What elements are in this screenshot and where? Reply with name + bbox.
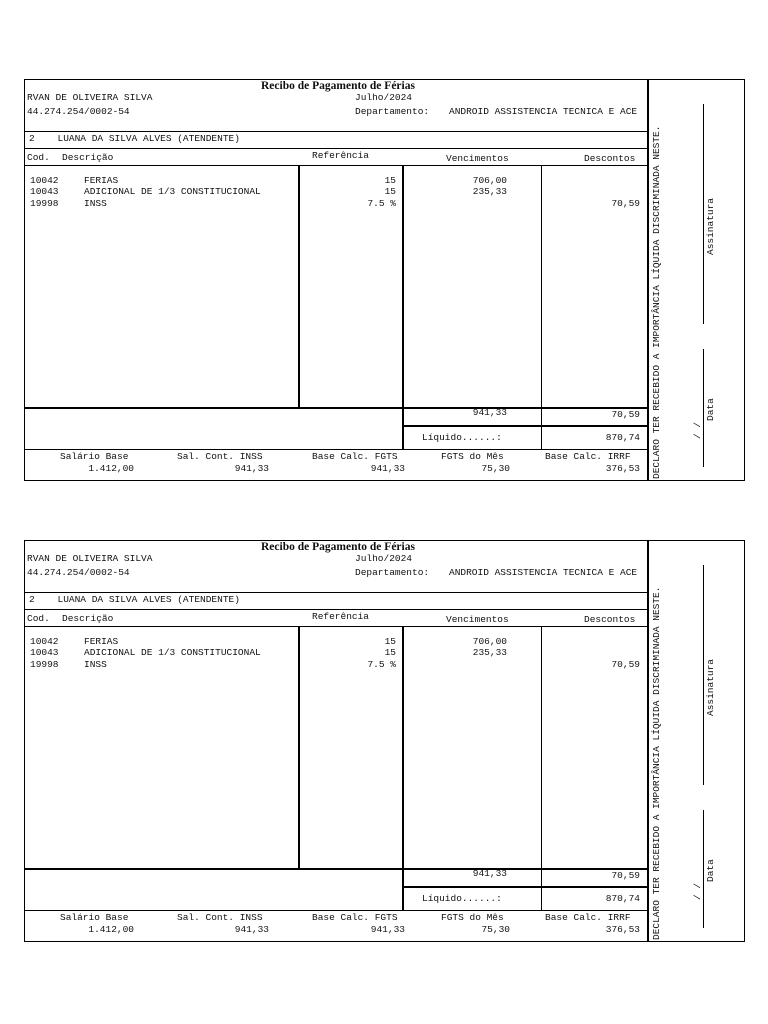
item-code: 19998 — [30, 198, 59, 209]
receipt-title: Recibo de Pagamento de Férias — [261, 80, 415, 92]
footer-sal-cont-inss-label: Sal. Cont. INSS — [177, 451, 263, 462]
liquido-label: Líquido......: — [422, 893, 502, 904]
divider — [24, 165, 647, 166]
liquido-value: 870,74 — [605, 893, 640, 904]
liquido-label: Líquido......: — [422, 432, 502, 443]
footer-base-calc-irrf-label: Base Calc. IRRF — [545, 912, 631, 923]
item-description: FERIAS — [84, 636, 119, 647]
header-referencia: Referência — [312, 611, 370, 622]
item-vencimento: 235,33 — [472, 186, 507, 197]
date-line — [703, 349, 704, 467]
declaration-text: DECLARO TER RECEBIDO A IMPORTÂNCIA LÍQUIDA DISCRIMINADA NESTE. — [651, 586, 662, 940]
liquido-value: 870,74 — [605, 432, 640, 443]
employer-name: RVAN DE OLIVEIRA SILVA — [27, 92, 153, 103]
header-descontos: Descontos — [584, 614, 636, 625]
item-description: ADICIONAL DE 1/3 CONSTITUCIONAL — [84, 186, 261, 197]
footer-fgts-mes-label: FGTS do Mês — [441, 451, 504, 462]
header-referencia: Referência — [312, 150, 370, 161]
date-label: Data — [705, 859, 716, 882]
footer-base-calc-fgts-label: Base Calc. FGTS — [312, 912, 398, 923]
total-vencimentos: 941,33 — [472, 407, 507, 418]
total-descontos: 70,59 — [611, 409, 640, 420]
divider — [24, 609, 647, 610]
footer-base-calc-fgts-label: Base Calc. FGTS — [312, 451, 398, 462]
footer-sal-cont-inss-value: 941,33 — [234, 924, 269, 935]
employee-line: 2 LUANA DA SILVA ALVES (ATENDENTE) — [29, 594, 240, 605]
footer-sal-cont-inss-value: 941,33 — [234, 463, 269, 474]
divider — [24, 449, 647, 450]
signature-line — [703, 565, 704, 785]
column-divider — [298, 626, 300, 869]
signature-label: Assinatura — [705, 658, 716, 716]
department-value: ANDROID ASSISTENCIA TECNICA E ACE — [449, 106, 638, 117]
date-slashes: / / — [692, 882, 703, 900]
footer-base-calc-irrf-value: 376,53 — [605, 463, 640, 474]
item-description: FERIAS — [84, 175, 119, 186]
item-reference: 15 — [384, 175, 396, 186]
column-divider — [298, 165, 300, 408]
total-vencimentos: 941,33 — [472, 868, 507, 879]
divider — [24, 626, 647, 627]
item-description: INSS — [84, 659, 107, 670]
header-descricao: Descrição — [62, 613, 114, 624]
header-vencimentos: Vencimentos — [446, 153, 509, 164]
employee-line: 2 LUANA DA SILVA ALVES (ATENDENTE) — [29, 133, 240, 144]
footer-base-calc-fgts-value: 941,33 — [370, 924, 405, 935]
item-vencimento: 706,00 — [472, 175, 507, 186]
header-descontos: Descontos — [584, 153, 636, 164]
footer-fgts-mes-value: 75,30 — [481, 463, 510, 474]
item-reference: 15 — [384, 647, 396, 658]
item-code: 10043 — [30, 186, 59, 197]
date-label: Data — [705, 398, 716, 421]
payslip-receipt — [24, 540, 745, 942]
footer-salario-base-label: Salário Base — [60, 451, 129, 462]
footer-fgts-mes-value: 75,30 — [481, 924, 510, 935]
signature-line — [703, 104, 704, 324]
divider — [24, 910, 647, 911]
item-code: 19998 — [30, 659, 59, 670]
header-vencimentos: Vencimentos — [446, 614, 509, 625]
item-vencimento: 706,00 — [472, 636, 507, 647]
item-desconto: 70,59 — [611, 198, 640, 209]
divider — [24, 148, 647, 149]
divider — [402, 425, 647, 427]
item-description: INSS — [84, 198, 107, 209]
declaration-divider — [647, 79, 649, 481]
item-code: 10042 — [30, 636, 59, 647]
footer-fgts-mes-label: FGTS do Mês — [441, 912, 504, 923]
signature-label: Assinatura — [705, 197, 716, 255]
period: Julho/2024 — [355, 92, 413, 103]
period: Julho/2024 — [355, 553, 413, 564]
item-reference: 15 — [384, 636, 396, 647]
item-code: 10043 — [30, 647, 59, 658]
item-reference: 15 — [384, 186, 396, 197]
item-reference: 7.5 % — [367, 659, 396, 670]
footer-salario-base-label: Salário Base — [60, 912, 129, 923]
item-vencimento: 235,33 — [472, 647, 507, 658]
payslip-receipt — [24, 79, 745, 481]
divider — [402, 886, 647, 888]
item-description: ADICIONAL DE 1/3 CONSTITUCIONAL — [84, 647, 261, 658]
date-slashes: / / — [692, 421, 703, 439]
footer-base-calc-irrf-label: Base Calc. IRRF — [545, 451, 631, 462]
employer-name: RVAN DE OLIVEIRA SILVA — [27, 553, 153, 564]
department-label: Departamento: — [355, 106, 430, 117]
department-value: ANDROID ASSISTENCIA TECNICA E ACE — [449, 567, 638, 578]
date-line — [703, 810, 704, 928]
employer-cnpj: 44.274.254/0002-54 — [27, 106, 130, 117]
department-label: Departamento: — [355, 567, 430, 578]
footer-base-calc-fgts-value: 941,33 — [370, 463, 405, 474]
header-descricao: Descrição — [62, 152, 114, 163]
total-descontos: 70,59 — [611, 870, 640, 881]
footer-sal-cont-inss-label: Sal. Cont. INSS — [177, 912, 263, 923]
receipt-title: Recibo de Pagamento de Férias — [261, 541, 415, 553]
header-cod: Cod. — [27, 152, 50, 163]
declaration-text: DECLARO TER RECEBIDO A IMPORTÂNCIA LÍQUIDA DISCRIMINADA NESTE. — [651, 125, 662, 479]
employer-cnpj: 44.274.254/0002-54 — [27, 567, 130, 578]
item-code: 10042 — [30, 175, 59, 186]
footer-base-calc-irrf-value: 376,53 — [605, 924, 640, 935]
divider — [24, 131, 647, 132]
divider — [24, 592, 647, 593]
declaration-divider — [647, 540, 649, 942]
footer-salario-base-value: 1.412,00 — [88, 924, 134, 935]
footer-salario-base-value: 1.412,00 — [88, 463, 134, 474]
item-reference: 7.5 % — [367, 198, 396, 209]
header-cod: Cod. — [27, 613, 50, 624]
item-desconto: 70,59 — [611, 659, 640, 670]
